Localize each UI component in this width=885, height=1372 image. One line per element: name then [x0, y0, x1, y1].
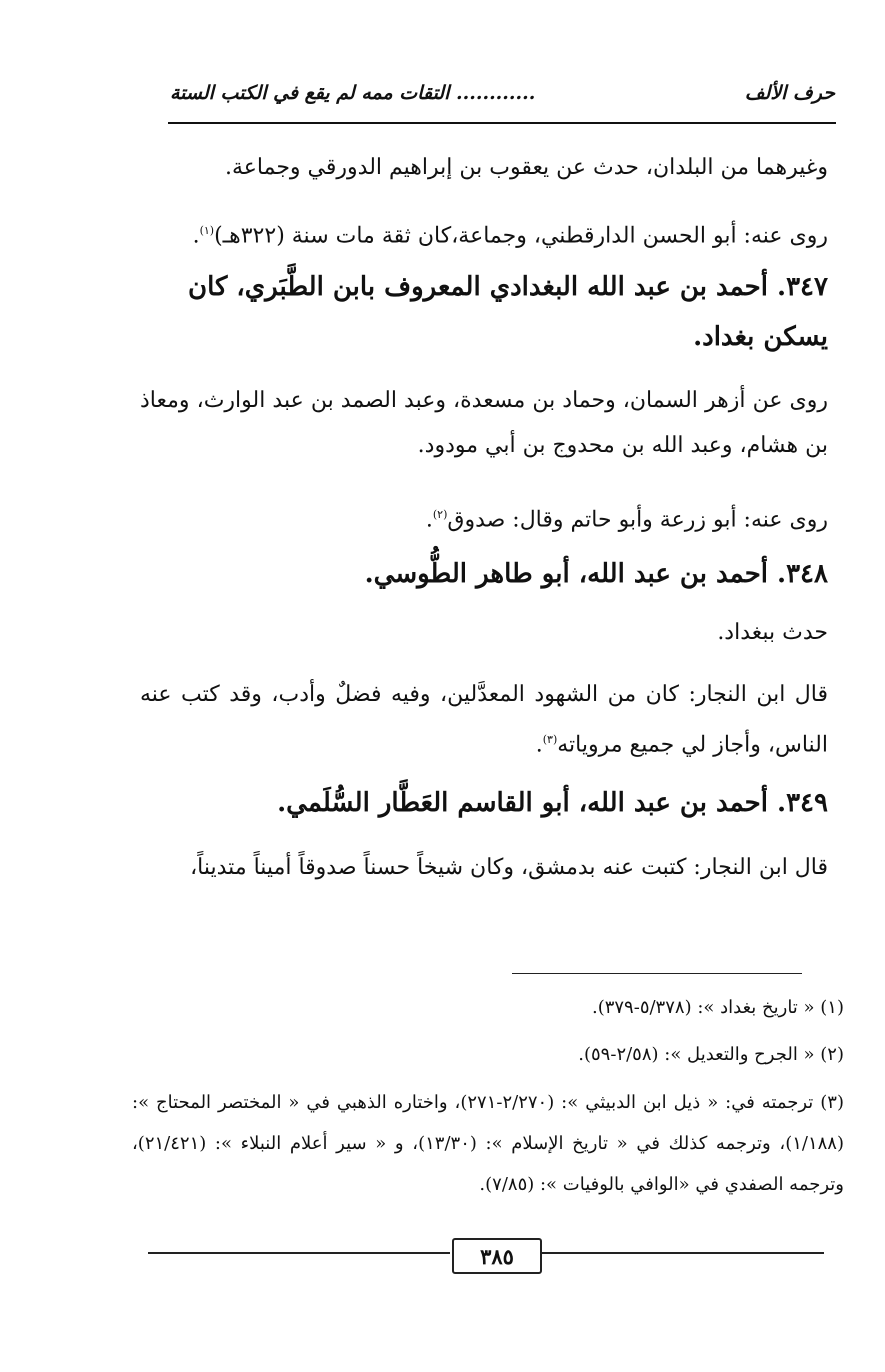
header-chapter-title: حرف الألف — [744, 82, 835, 104]
body-paragraph: روى عن أزهر السمان، وحماد بن مسعدة، وعبد الصمد بن عبد الوارث، ومعاذ بن هشام، وعبد الله بن محدوج بن أبي مودود. — [140, 388, 828, 458]
footnote: (١) « تاريخ بغداد »: (٥/٣٧٨-٣٧٩). — [591, 997, 844, 1018]
header-book-title: ............ التقات ممه لم يقع في الكتب الستة — [170, 82, 536, 104]
biography-entry-heading: ٣٤٩. أحمد بن عبد الله، أبو القاسم العَطَّار السُّلَمي. — [277, 788, 828, 818]
header-rule — [168, 122, 836, 124]
biography-entry-heading: ٣٤٨. أحمد بن عبد الله، أبو طاهر الطُّوسي. — [364, 559, 828, 589]
footer-rule-left — [148, 1252, 450, 1254]
body-paragraph: روى عنه: أبو زرعة وأبو حاتم وقال: صدوق$^{(٢)}$. — [425, 507, 828, 533]
biography-entry-heading: ٣٤٧. أحمد بن عبد الله البغدادي المعروف بابن الطَّبَري، كان يسكن بغداد. — [187, 272, 828, 352]
body-paragraph: قال ابن النجار: كان من الشهود المعدَّلين، وفيه فضلٌ وأدب، وقد كتب عنه الناس، وأجاز لي جميع مروياته$^{(٣)}$. — [140, 682, 828, 758]
body-paragraph: حدث ببغداد. — [717, 620, 828, 645]
footnote-separator — [512, 973, 802, 974]
page-number: ٣٨٥ — [452, 1238, 542, 1274]
footnote: (٣) ترجمته في: « ذيل ابن الدبيثي »: (٢/٢٧٠-٢٧١)، واختاره الذهبي في « المختصر المحتاج »: (١/١٨٨)، وترجمه كذلك في « تاريخ الإسلام »: (١٣/٣٠)، و « سير أعلام النبلاء »: (٢١/٤٢١)، وترجمه الصفدي في «الوافي بالوفيات »: (٧/٨٥). — [132, 1092, 845, 1195]
body-paragraph: قال ابن النجار: كتبت عنه بدمشق، وكان شيخاً حسناً صدوقاً أميناً متديناً، — [190, 855, 828, 880]
body-paragraph: روى عنه: أبو الحسن الدارقطني، وجماعة،كان ثقة مات سنة (٣٢٢هـ)$^{(١)}$. — [192, 223, 828, 249]
footnote: (٢) « الجرح والتعديل »: (٢/٥٨-٥٩). — [578, 1044, 844, 1065]
footnote-ref: (١) — [199, 224, 215, 237]
footnote-ref: (٢) — [432, 508, 448, 521]
running-header — [170, 82, 835, 104]
footnote-ref: (٣) — [542, 733, 558, 746]
footer-rule-right — [540, 1252, 824, 1254]
body-paragraph: وغيرهما من البلدان، حدث عن يعقوب بن إبراهيم الدورقي وجماعة. — [225, 155, 828, 180]
